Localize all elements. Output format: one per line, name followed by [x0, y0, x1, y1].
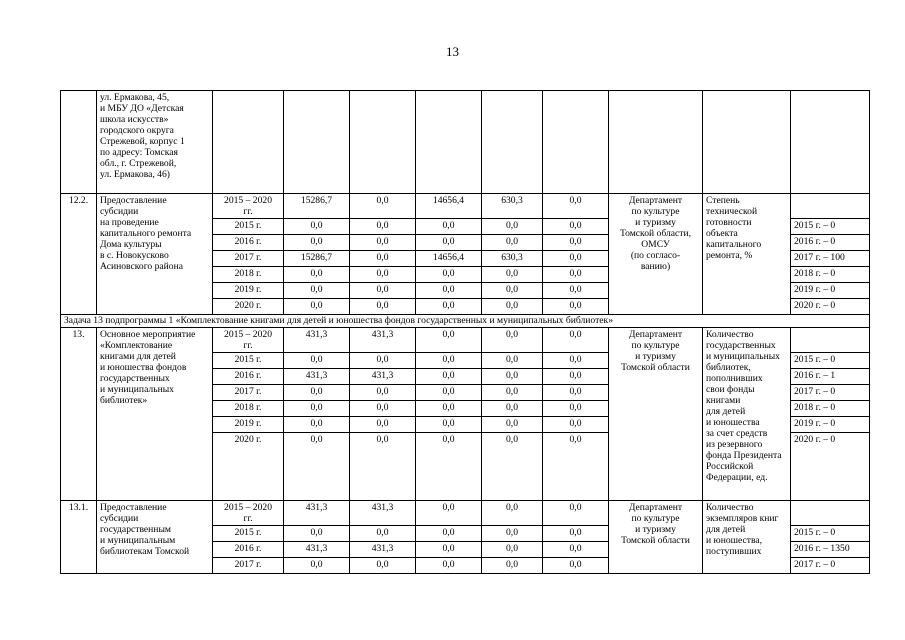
period-cell: 2020 г.	[213, 299, 284, 315]
period-cell: 2018 г.	[213, 401, 284, 417]
amount-cell: 0,0	[482, 542, 543, 558]
amount-cell: 0,0	[482, 353, 543, 369]
amount-cell: 0,0	[482, 235, 543, 251]
amount-cell: 0,0	[284, 558, 350, 574]
indicator-value: 2017 г. – 0	[791, 558, 870, 574]
indicator-value: 2018 г. – 0	[791, 267, 870, 283]
task-title: Задача 13 подпрограммы 1 «Комплектование книгами для детей и юношества фондов государственных и муниципальных библиотек»	[61, 315, 870, 328]
amount-cell: 0,0	[543, 194, 609, 219]
amount-cell: 0,0	[482, 267, 543, 283]
continuation-row	[61, 91, 870, 194]
amount-cell: 0,0	[284, 235, 350, 251]
amount-cell: 0,0	[350, 385, 416, 401]
amount-cell: 0,0	[350, 401, 416, 417]
amount-cell: 0,0	[416, 219, 482, 235]
amount-cell: 0,0	[350, 299, 416, 315]
amount-cell: 0,0	[543, 299, 609, 315]
measure-name: Основное мероприятие «Комплектование книгами для детей и юношества фондов государственных и муниципальных библиотек»	[97, 328, 213, 501]
amount-cell: 0,0	[543, 385, 609, 401]
indicator-value	[791, 501, 870, 526]
indicator-value: 2019 г. – 0	[791, 417, 870, 433]
amount-cell: 0,0	[284, 283, 350, 299]
page-number: 13	[446, 44, 459, 59]
measure-name: Предоставление субсидии государственным и муниципальным библиотекам Томской	[97, 501, 213, 574]
empty-cell	[482, 91, 543, 194]
amount-cell: 0,0	[284, 353, 350, 369]
amount-cell: 0,0	[350, 353, 416, 369]
amount-cell: 0,0	[284, 267, 350, 283]
amount-cell: 0,0	[416, 558, 482, 574]
indicator-value: 2016 г. – 0	[791, 235, 870, 251]
amount-cell: 0,0	[543, 433, 609, 501]
empty-cell	[213, 91, 284, 194]
amount-cell: 0,0	[350, 433, 416, 501]
executor-cell: Департамент по культуре и туризму Томской области, ОМСУ (по согласо- ванию)	[609, 194, 703, 315]
amount-cell: 431,3	[350, 369, 416, 385]
period-cell: 2017 г.	[213, 251, 284, 267]
table-body	[61, 91, 870, 574]
amount-cell: 0,0	[416, 401, 482, 417]
empty-cell	[543, 91, 609, 194]
program-table	[60, 90, 870, 574]
amount-cell: 0,0	[543, 417, 609, 433]
amount-cell: 0,0	[284, 417, 350, 433]
amount-cell: 0,0	[416, 267, 482, 283]
measure-name: Предоставление субсидии на проведение капитального ремонта Дома культуры в с. Новокусково Асиновского района	[97, 194, 213, 315]
amount-cell: 0,0	[350, 251, 416, 267]
row-index: 12.2.	[61, 194, 97, 315]
amount-cell: 0,0	[543, 369, 609, 385]
amount-cell: 0,0	[482, 433, 543, 501]
amount-cell: 0,0	[482, 501, 543, 526]
amount-cell: 0,0	[350, 219, 416, 235]
amount-cell: 431,3	[350, 501, 416, 526]
amount-cell: 0,0	[482, 299, 543, 315]
amount-cell: 0,0	[482, 283, 543, 299]
amount-cell: 15286,7	[284, 251, 350, 267]
row-index: 13.1.	[61, 501, 97, 574]
indicator-value: 2015 г. – 0	[791, 526, 870, 542]
amount-cell: 0,0	[350, 417, 416, 433]
amount-cell: 0,0	[416, 501, 482, 526]
amount-cell: 0,0	[350, 267, 416, 283]
amount-cell: 0,0	[543, 283, 609, 299]
indicator-value: 2019 г. – 0	[791, 283, 870, 299]
indicator-cell: Количество государственных и муниципальных библиотек, пополнивших свои фонды книгами для детей и юношества за счет средств из резервного фонда Президента Российской Федерации, ед.	[703, 328, 791, 501]
table-row	[61, 501, 870, 526]
amount-cell: 15286,7	[284, 194, 350, 219]
amount-cell: 0,0	[543, 501, 609, 526]
indicator-value: 2017 г. – 0	[791, 385, 870, 401]
empty-cell	[284, 91, 350, 194]
amount-cell: 0,0	[543, 251, 609, 267]
amount-cell: 0,0	[482, 219, 543, 235]
amount-cell: 0,0	[543, 558, 609, 574]
amount-cell: 0,0	[543, 353, 609, 369]
amount-cell: 0,0	[350, 558, 416, 574]
amount-cell: 431,3	[350, 328, 416, 353]
amount-cell: 0,0	[482, 401, 543, 417]
amount-cell: 0,0	[350, 526, 416, 542]
amount-cell: 0,0	[416, 283, 482, 299]
amount-cell: 431,3	[350, 542, 416, 558]
indicator-value: 2020 г. – 0	[791, 299, 870, 315]
amount-cell: 0,0	[350, 194, 416, 219]
amount-cell: 0,0	[482, 417, 543, 433]
executor-cell: Департамент по культуре и туризму Томской области	[609, 328, 703, 501]
period-cell: 2015 г.	[213, 219, 284, 235]
amount-cell: 0,0	[284, 401, 350, 417]
indicator-value: 2016 г. – 1	[791, 369, 870, 385]
task-row	[61, 315, 870, 328]
amount-cell: 14656,4	[416, 194, 482, 219]
empty-cell	[791, 91, 870, 194]
amount-cell: 0,0	[284, 433, 350, 501]
empty-cell	[703, 91, 791, 194]
indicator-cell: Количество экземпляров книг для детей и юношества, поступивших	[703, 501, 791, 574]
period-cell: 2019 г.	[213, 417, 284, 433]
amount-cell: 0,0	[543, 235, 609, 251]
period-cell: 2019 г.	[213, 283, 284, 299]
period-cell: 2017 г.	[213, 558, 284, 574]
amount-cell: 0,0	[416, 433, 482, 501]
indicator-value: 2018 г. – 0	[791, 401, 870, 417]
amount-cell: 0,0	[416, 235, 482, 251]
period-cell: 2015 – 2020 гг.	[213, 501, 284, 526]
amount-cell: 630,3	[482, 251, 543, 267]
empty-cell	[350, 91, 416, 194]
period-cell: 2016 г.	[213, 369, 284, 385]
period-cell: 2016 г.	[213, 542, 284, 558]
indicator-value: 2020 г. – 0	[791, 433, 870, 501]
period-cell: 2015 – 2020 гг.	[213, 194, 284, 219]
indicator-value	[791, 328, 870, 353]
table-row	[61, 328, 870, 353]
indicator-value: 2017 г. – 100	[791, 251, 870, 267]
amount-cell: 431,3	[284, 501, 350, 526]
amount-cell: 0,0	[543, 328, 609, 353]
amount-cell: 0,0	[543, 526, 609, 542]
period-cell: 2016 г.	[213, 235, 284, 251]
amount-cell: 0,0	[543, 219, 609, 235]
amount-cell: 14656,4	[416, 251, 482, 267]
indicator-value	[791, 194, 870, 219]
indicator-value: 2015 г. – 0	[791, 219, 870, 235]
amount-cell: 0,0	[482, 369, 543, 385]
amount-cell: 431,3	[284, 542, 350, 558]
amount-cell: 0,0	[416, 353, 482, 369]
amount-cell: 0,0	[416, 299, 482, 315]
period-cell: 2017 г.	[213, 385, 284, 401]
amount-cell: 0,0	[416, 385, 482, 401]
amount-cell: 431,3	[284, 369, 350, 385]
empty-cell	[416, 91, 482, 194]
executor-cell: Департамент по культуре и туризму Томской области	[609, 501, 703, 574]
indicator-cell: Степень технической готовности объекта капитального ремонта, %	[703, 194, 791, 315]
amount-cell: 0,0	[416, 542, 482, 558]
amount-cell: 0,0	[284, 299, 350, 315]
amount-cell: 0,0	[284, 385, 350, 401]
amount-cell: 0,0	[543, 267, 609, 283]
period-cell: 2018 г.	[213, 267, 284, 283]
period-cell: 2015 г.	[213, 526, 284, 542]
amount-cell: 0,0	[482, 385, 543, 401]
amount-cell: 0,0	[482, 328, 543, 353]
table-row	[61, 194, 870, 219]
amount-cell: 0,0	[350, 283, 416, 299]
index-cell	[61, 91, 97, 194]
amount-cell: 0,0	[284, 219, 350, 235]
amount-cell: 0,0	[482, 526, 543, 542]
continuation-text: ул. Ермакова, 45, и МБУ ДО «Детская школа искусств» городского округа Стрежевой, корпус 1 по адресу: Томская обл., г. Стрежевой, ул. Ермакова, 46)	[97, 91, 213, 194]
period-cell: 2015 г.	[213, 353, 284, 369]
amount-cell: 0,0	[416, 328, 482, 353]
amount-cell: 431,3	[284, 328, 350, 353]
amount-cell: 0,0	[416, 417, 482, 433]
empty-cell	[609, 91, 703, 194]
indicator-value: 2016 г. – 1350	[791, 542, 870, 558]
amount-cell: 630,3	[482, 194, 543, 219]
period-cell: 2020 г.	[213, 433, 284, 501]
amount-cell: 0,0	[350, 235, 416, 251]
amount-cell: 0,0	[543, 401, 609, 417]
amount-cell: 0,0	[284, 526, 350, 542]
amount-cell: 0,0	[543, 542, 609, 558]
amount-cell: 0,0	[416, 526, 482, 542]
period-cell: 2015 – 2020 гг.	[213, 328, 284, 353]
amount-cell: 0,0	[482, 558, 543, 574]
row-index: 13.	[61, 328, 97, 501]
amount-cell: 0,0	[416, 369, 482, 385]
indicator-value: 2015 г. – 0	[791, 353, 870, 369]
